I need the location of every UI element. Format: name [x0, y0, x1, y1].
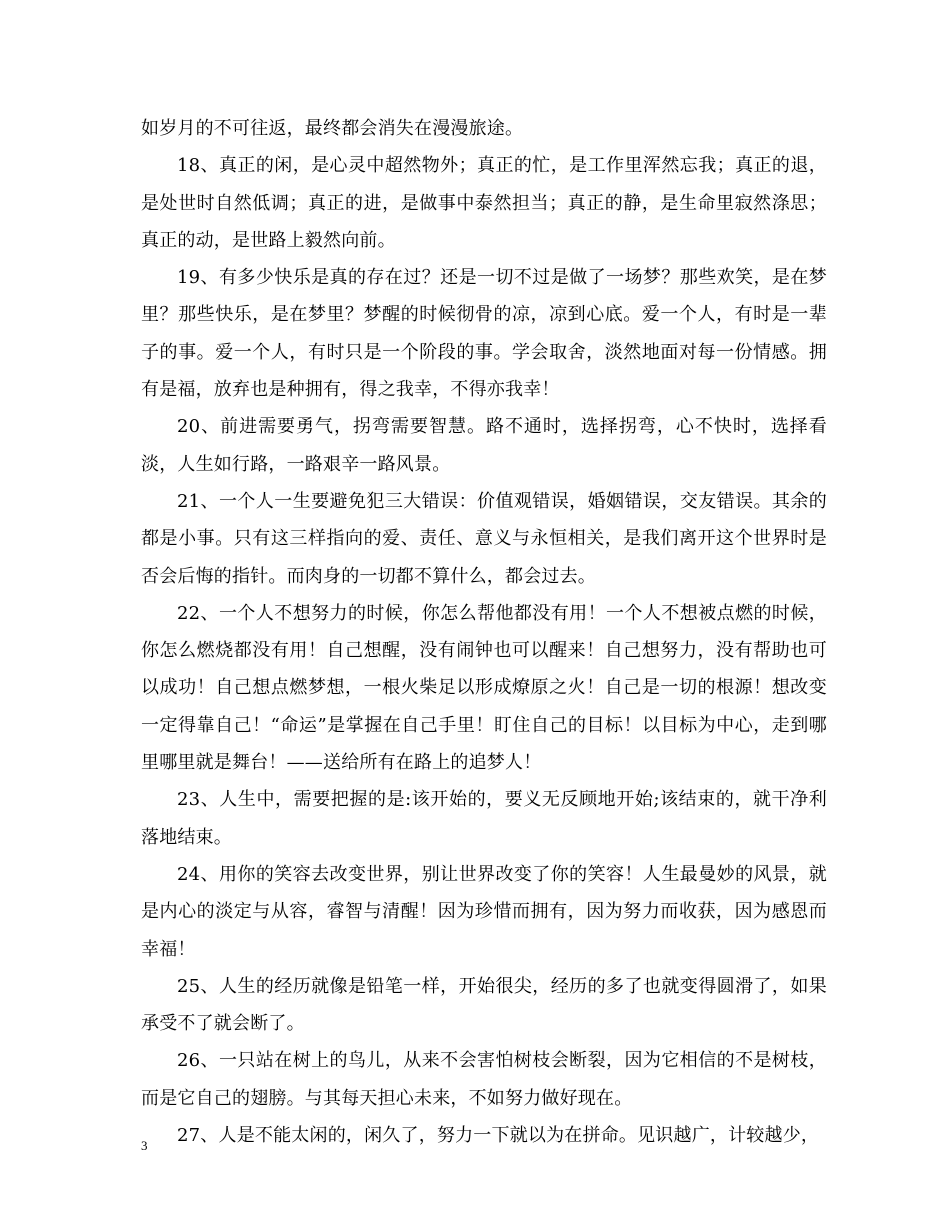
paragraph-26: 26、一只站在树上的鸟儿，从来不会害怕树枝会断裂，因为它相信的不是树枝，而是它自己的翅膀。与其每天担心未来，不如努力做好现在。 — [141, 1050, 827, 1109]
paragraph-22: 22、一个人不想努力的时候，你怎么帮他都没有用！一个人不想被点燃的时候，你怎么燃烧都没有用！自己想醒，没有闹钟也可以醒来！自己想努力，没有帮助也可以成功！自己想点燃梦想，一根火柴足以形成燎原之火！自己是一切的根源！想改变一定得靠自己！“命运”是掌握在自己手里！盯住自己的目标！以目标为中心，走到哪里哪里就是舞台！——送给所有在路上的追梦人！ — [141, 602, 827, 774]
paragraph-19: 19、有多少快乐是真的存在过？还是一切不过是做了一场梦？那些欢笑，是在梦里？那些快乐，是在梦里？梦醒的时候彻骨的凉，凉到心底。爱一个人，有时是一辈子的事。爱一个人，有时只是一个阶段的事。学会取舍，淡然地面对每一份情感。拥有是福，放弃也是种拥有，得之我幸，不得亦我幸！ — [141, 267, 827, 401]
paragraph-24: 24、用你的笑容去改变世界，别让世界改变了你的笑容！人生最曼妙的风景，就是内心的淡定与从容，睿智与清醒！因为珍惜而拥有，因为努力而收获，因为感恩而幸福！ — [141, 863, 827, 960]
paragraph-27: 27、人是不能太闲的，闲久了，努力一下就以为在拼命。见识越广，计较越少， — [177, 1125, 820, 1147]
body-text — [141, 110, 827, 1154]
page-number: 3 — [141, 1138, 148, 1153]
paragraph-18: 18、真正的闲，是心灵中超然物外；真正的忙，是工作里浑然忘我；真正的退，是处世时自然低调；真正的进，是做事中泰然担当；真正的静，是生命里寂然涤思；真正的动，是世路上毅然向前。 — [141, 155, 827, 251]
paragraph-25: 25、人生的经历就像是铅笔一样，开始很尖，经历的多了也就变得圆滑了，如果承受不了就会断了。 — [141, 975, 827, 1035]
paragraph-21: 21、一个人一生要避免犯三大错误：价值观错误，婚姻错误，交友错误。其余的都是小事。只有这三样指向的爱、责任、意义与永恒相关，是我们离开这个世界时是否会后悔的指针。而肉身的一切都不算什么，都会过去。 — [141, 490, 827, 587]
paragraph-continuation: 如岁月的不可往返，最终都会消失在漫漫旅途。 — [141, 118, 524, 139]
paragraph-20: 20、前进需要勇气，拐弯需要智慧。路不通时，选择拐弯，心不快时，选择看淡，人生如行路，一路艰辛一路风景。 — [141, 416, 827, 475]
paragraph-23: 23、人生中，需要把握的是:该开始的，要义无反顾地开始;该结束的，就干净利落地结束。 — [141, 789, 827, 848]
